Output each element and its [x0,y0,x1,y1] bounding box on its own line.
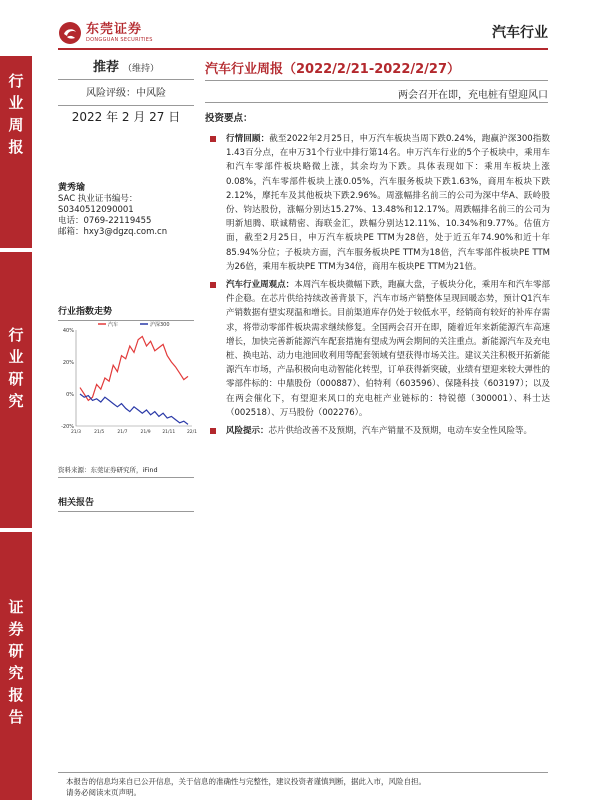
logo-chinese-name: 东莞证券 [86,21,143,37]
chart-x-tick-label: 21/5 [94,430,105,435]
side-char: 报 [8,686,24,704]
risk-rating: 风险评级：中风险 [58,84,194,106]
disclaimer-line: 请务必阅读末页声明。 [66,788,141,797]
chart-y-tick-label: 20% [62,360,74,366]
side-label-weekly [0,56,32,248]
investment-points [210,132,550,442]
related-reports-title: 相关报告 [58,495,194,512]
footer-disclaimer [66,776,546,798]
investment-points-heading: 投资要点： [205,113,253,124]
chart-legend-label: 汽车 [108,322,119,328]
side-bar [0,56,32,800]
side-label-research [0,252,32,528]
cert-label: SAC 执业证书编号： [58,194,138,204]
point-body: 截至2022年2月25日，申万汽车板块当周下跌0.24%，跑赢沪深300指数1.43百分点，在申万31个行业中排行第14名。申万汽车行业的5个子板块中，乘用车和汽车零部件板块略微上涨，其余均为下跌。具体表现如下：乘用车板块上涨0.08%，汽车零部件板块上涨0.05%，汽车服务板块下跌1.63%，商用车板块下跌2.12%，摩托车及其他板块下跌2.96%。周涨幅排名前三的公司为深中华A、跃岭股份、钧达股份，涨幅分别达15.27%、13.48%和12.17%。周跌幅排名前三的公司为明新旭腾、联诚精密、海联金汇，跌幅分别达12.11%、10.34%和9.77%。估值方面，截至2月25日，申万汽车板块PE TTM为28倍，处于近五年74.90%和近十年85.94%分位；子板块方面，汽车服务板块PE TTM为18倍，汽车零部件板块PE TTM为26倍，乘用车板块PE TTM为34倍，商用车板块PE TTM为21倍。 [226,134,550,272]
report-title: 汽车行业周报（2022/2/21-2022/2/27） [205,62,461,77]
analyst-email: 邮箱：hxy3@dgzq.com.cn [58,227,168,237]
title-divider [205,80,548,81]
chart-grid [76,330,192,426]
industry-index-chart [58,318,198,446]
chart-y-ticks [61,328,74,430]
rating-box [58,56,194,80]
logo-emblem-icon [58,21,82,45]
point-weekly-view [210,278,550,420]
analyst-info [58,183,198,238]
chart-x-tick-label: 21/7 [117,430,128,435]
point-lead: 风险提示： [226,426,269,437]
chart-x-tick-label: 21/11 [162,430,176,435]
side-char: 证 [8,598,24,616]
point-body: 本周汽车板块微幅下跌，跑赢大盘，子板块分化，乘用车和汽车零部件企稳。在芯片供给持续改善背景下，汽车市场产销整体呈现回暖态势，预计Q1汽车产销数据有望实现温和增长。目前渠道库存仍处于较低水平，经销商有较好的补库存需求，将带动零部件板块需求继续修复。全国两会召开在即，随着近年来新能源汽车高速增长，加快完善新能源汽车配套措施有望成为两会期间的关注重点。新能源汽车及充电桩、换电站、动力电池回收利用等配套领域有望获得市场关注。建议关注积极开拓新能源汽车市场，产品积极向电动智能化转型，订单获得新突破，业绩有望迎来较大弹性的零部件标的：中鼎股份（000887）、伯特利（603596）、保隆科技（603197）；以及在两会催化下，有望迎来风口的充电桩产业链标的：特锐德（300001）、科士达（002518）、万马股份（002276）。 [226,280,550,418]
subtitle-divider [205,102,548,103]
chart-y-tick-label: 40% [62,328,74,334]
side-char: 周 [8,116,24,134]
chart-y-tick-label: -20% [61,424,74,430]
side-char: 研 [8,370,24,388]
footer-divider [58,772,548,773]
side-char: 告 [8,708,24,726]
point-lead: 行情回顾： [226,134,270,144]
chart-series-line-1 [80,394,188,424]
point-risk [210,424,550,438]
side-label-report [0,532,32,800]
chart-series-line-0 [80,336,188,400]
logo-english-name: DONGGUAN SECURITIES [86,36,153,43]
chart-section-title: 行业指数走势 [58,304,194,321]
bullet-square-icon [210,282,216,288]
chart-series [80,336,188,424]
chart-y-tick-label: 0% [66,392,74,398]
chart-axis [76,330,192,426]
chart-x-ticks [71,429,197,435]
side-char: 业 [8,94,24,112]
disclaimer-line: 本报告的信息均来自已公开信息，关于信息的准确性与完整性，建议投资者谨慎判断，据此入市，风险自担。 [66,777,426,786]
side-char: 行 [8,72,24,90]
cert-number: S0340512090001 [58,205,134,215]
side-char: 研 [8,642,24,660]
side-char: 究 [8,664,24,682]
analyst-phone: 电话：0769-22119455 [58,216,152,226]
point-body: 芯片供给改善不及预期，汽车产销量不及预期，电动车安全性风险等。 [268,426,533,437]
analyst-name: 黄秀瑜 [58,183,86,193]
point-market-review [210,132,550,274]
report-subtitle: 两会召开在即，充电桩有望迎风口 [398,90,548,101]
rating-label: 推荐 [92,60,119,75]
chart-legend-label: 沪深300 [150,322,170,328]
report-date: 2022 年 2 月 27 日 [71,110,181,124]
industry-label: 汽车行业 [492,25,548,41]
company-logo [58,20,168,46]
chart-x-tick-label: 21/3 [70,430,82,435]
side-char: 行 [8,326,24,344]
chart-source: 资料来源：东莞证券研究所，iFind [58,465,194,478]
chart-legend [98,321,170,328]
side-char: 究 [8,392,24,410]
point-lead: 汽车行业周观点： [226,280,295,291]
side-char: 报 [8,138,24,156]
side-char: 券 [8,620,24,638]
chart-x-tick-label: 22/1 [186,430,198,435]
bullet-square-icon [210,428,216,434]
chart-x-tick-label: 21/9 [140,430,151,435]
side-char: 业 [8,348,24,366]
header-divider [58,48,548,50]
rating-sub-label: （维持） [123,64,160,74]
bullet-square-icon [210,136,216,142]
